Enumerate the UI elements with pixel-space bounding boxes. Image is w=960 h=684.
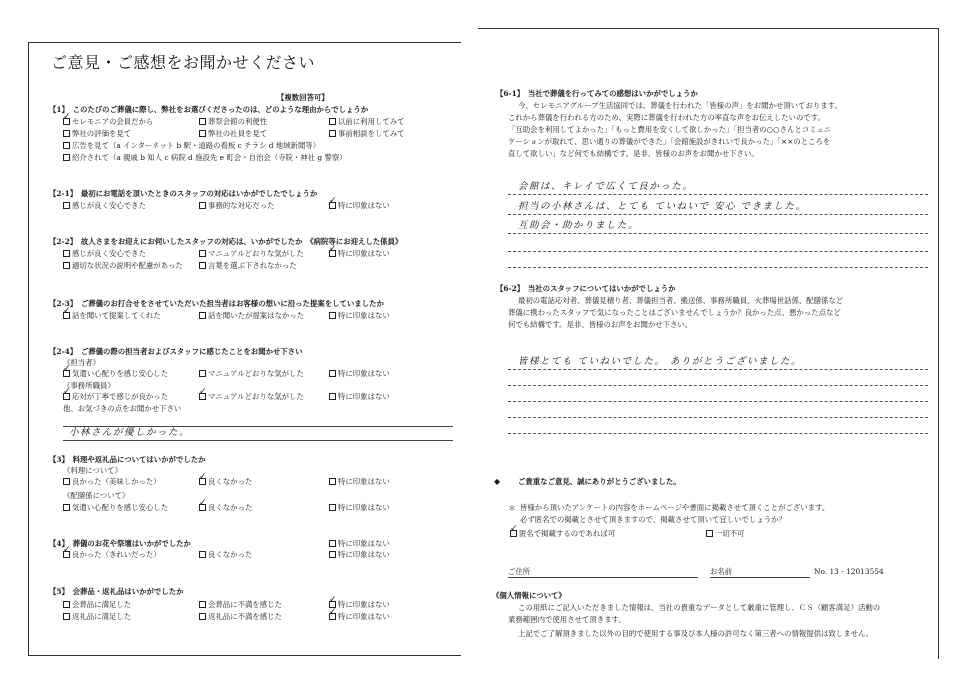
checkbox-checked-icon bbox=[199, 504, 206, 511]
checkbox-checked-icon bbox=[510, 530, 517, 537]
notice-line: 必ず匿名での掲載とさせて頂きますので、掲載させて頂いて宜しいでしょうか？ bbox=[520, 515, 786, 524]
q1-option[interactable]: 以前に利用してみて bbox=[329, 117, 405, 126]
q2-4-sub-label: 《事務所職員》 bbox=[63, 381, 115, 390]
q3-option[interactable]: ✓ 良くなかった bbox=[199, 477, 252, 486]
checkbox-icon bbox=[63, 478, 70, 485]
q2-4-option[interactable]: 特に印象はない bbox=[329, 369, 390, 378]
q2-2-option[interactable]: 言葉を選ぶ下されなかった bbox=[199, 261, 297, 270]
notice-line: 皆様から頂いたアンケートの内容をホームページや書面に掲載させて頂くことがございます。 bbox=[520, 503, 830, 512]
q1-option[interactable]: 弊社の評価を見て bbox=[63, 129, 131, 138]
q5-option[interactable]: 返礼品に満足した bbox=[63, 612, 131, 621]
checkbox-checked-icon bbox=[329, 613, 336, 620]
q2-4-sub-label: 《担当者》 bbox=[63, 358, 100, 367]
checkbox-icon bbox=[63, 250, 70, 257]
q3-option[interactable]: 気遣い心配りを感じ安心した bbox=[63, 503, 168, 512]
form-number: No. 13 - 12013554 bbox=[814, 567, 884, 576]
q5-option[interactable]: 会葬品に不満を感じた bbox=[199, 600, 282, 609]
checkbox-icon bbox=[63, 142, 70, 149]
checkbox-checked-icon bbox=[199, 478, 206, 485]
checkbox-icon bbox=[63, 130, 70, 137]
consent-option[interactable]: ✓匿名で掲載するのであれば可 bbox=[510, 529, 615, 538]
handwritten-comment[interactable]: 小林さんが優しかった。 bbox=[69, 427, 191, 438]
comment-line bbox=[508, 194, 928, 195]
consent-option[interactable]: 一切不可 bbox=[706, 529, 745, 538]
name-label: お名前 bbox=[710, 567, 733, 576]
q1-option[interactable]: 事前相談をしてみて bbox=[329, 129, 405, 138]
comment-line bbox=[63, 426, 453, 427]
q2-2-option[interactable]: マニュアルどおりな気がした bbox=[199, 249, 304, 258]
privacy-line: この用紙にご記入いただきました情報は、当社の貴重なデータとして厳重に管理し、ＣＳ（顧客満足）活動の bbox=[518, 603, 881, 612]
address-field-line[interactable] bbox=[508, 577, 698, 578]
q2-3-option[interactable]: 特に印象はない bbox=[329, 311, 390, 320]
q4-option[interactable]: ✓良かった（きれいだった） bbox=[63, 550, 161, 559]
q6-1-heading: 【6-1】 当社で葬儀を行ってみての感想はいかがでしょうか bbox=[496, 89, 698, 98]
comment-line bbox=[508, 233, 928, 234]
checkbox-icon bbox=[329, 478, 336, 485]
comment-line bbox=[63, 440, 453, 441]
q2-4-option[interactable]: ✓気遣い心配りを感じ安心した bbox=[63, 369, 168, 378]
q6-2-body-line: 最初の電話応対者、葬儀見積り者、葬儀担当者、搬送係、事務所職員、火葬場世話係、配膳係など bbox=[518, 296, 844, 305]
q2-2-option[interactable]: ✓ 特に印象はない bbox=[329, 249, 390, 258]
q2-1-option[interactable]: ✓ 特に印象はない bbox=[329, 201, 390, 210]
comment-line bbox=[508, 417, 928, 418]
q4-option[interactable]: 特に印象はない bbox=[329, 550, 390, 559]
q6-2-heading: 【6-2】 当社のスタッフについてはいかがでしょうか bbox=[496, 284, 676, 293]
checkbox-checked-icon bbox=[63, 118, 70, 125]
checkbox-icon bbox=[706, 530, 713, 537]
q3-sub-label: 《料理について》 bbox=[63, 466, 122, 475]
checkbox-icon bbox=[63, 504, 70, 511]
name-field-line[interactable] bbox=[710, 577, 810, 578]
checkbox-icon bbox=[329, 393, 336, 400]
checkbox-icon bbox=[199, 613, 206, 620]
q5-option[interactable]: ✓ 特に印象はない bbox=[329, 612, 390, 621]
handwritten-comment[interactable]: 皆様とても ていねいでした。 ありがとうございました。 bbox=[518, 356, 803, 367]
q5-heading: 【5】 会葬品・返礼品はいかがでしたか bbox=[49, 587, 184, 596]
checkbox-checked-icon bbox=[199, 393, 206, 400]
asterisk-bullet-icon: ＊ bbox=[508, 504, 516, 513]
q2-3-option[interactable]: 話を聞いたが提案はなかった bbox=[199, 311, 304, 320]
comment-line bbox=[508, 433, 928, 434]
q2-4-option[interactable]: マニュアルどおりな気がした bbox=[199, 369, 304, 378]
checkbox-icon bbox=[63, 154, 70, 161]
comment-line bbox=[508, 214, 928, 215]
checkbox-icon bbox=[329, 540, 336, 547]
q2-1-option[interactable]: 事務的な対応だった bbox=[199, 201, 275, 210]
checkbox-icon bbox=[329, 130, 336, 137]
checkbox-checked-icon bbox=[63, 312, 70, 319]
address-label: ご住所 bbox=[508, 567, 531, 576]
checkbox-checked-icon bbox=[63, 551, 70, 558]
checkbox-icon bbox=[63, 613, 70, 620]
q1-option[interactable]: ✓セレモニアの会員だから bbox=[63, 117, 153, 126]
checkbox-icon bbox=[199, 130, 206, 137]
q3-sub-label: 《配膳係について》 bbox=[63, 491, 130, 500]
required-note: 【複数回答可】 bbox=[277, 93, 329, 102]
comment-line bbox=[508, 251, 928, 252]
checkbox-icon bbox=[329, 312, 336, 319]
q2-1-option[interactable]: 感じが良く安心できた bbox=[63, 201, 146, 210]
page-title: ご意見・ご感想をお聞かせください bbox=[51, 53, 316, 72]
q5-option[interactable]: ✓ 特に印象はない bbox=[329, 600, 390, 609]
q4-option[interactable]: 良くなかった bbox=[199, 550, 252, 559]
q6-2-body-line: 何でも結構です。是非、皆様のお声をお聞かせ下さい。 bbox=[508, 320, 693, 329]
q6-1-body-line: 「互助会を利用してよかった」「もっと費用を安くして欲しかった」「担当者の○○さんとコミュニ bbox=[508, 125, 832, 134]
q2-1-heading: 【2-1】 最初にお電話を頂いたときのスタッフの対応はいかがでしたでしょうか bbox=[49, 189, 318, 198]
checkbox-icon bbox=[199, 250, 206, 257]
q6-1-body-line: 今、セレモニアグループ生活協同では、葬儀を行われた「皆様の声」をお聞かせ頂いております。 bbox=[518, 101, 842, 110]
checkbox-checked-icon bbox=[329, 202, 336, 209]
q1-heading: 【1】 このたびのご葬儀に際し、弊社をお選びくださったのは、どのような理由からでしょうか bbox=[49, 105, 369, 114]
checkbox-icon bbox=[199, 118, 206, 125]
thanks-text: ご貴重なご意見、誠にありがとうございました。 bbox=[518, 477, 681, 486]
comment-line bbox=[508, 267, 928, 268]
checkbox-icon bbox=[63, 202, 70, 209]
q4-heading: 【4】 葬儀のお花や祭壇はいかがでしたか bbox=[49, 539, 191, 548]
q1-option[interactable]: 紹介されて（a 親戚 b 知人 c 病院 d 施設先 e 町会・自治会（寺院・神社 g 警察） bbox=[63, 153, 347, 162]
privacy-heading: 《個人情報について》 bbox=[492, 591, 566, 600]
q6-1-body-line: 直して欲しい」など何でも結構です。是非、皆様のお声をお聞かせ下さい。 bbox=[508, 149, 759, 158]
checkbox-icon bbox=[63, 601, 70, 608]
survey-page-left bbox=[28, 42, 461, 656]
q2-4-option[interactable]: ✓応対が丁寧で感じが良かった bbox=[63, 392, 168, 401]
q2-2-heading: 【2-2】 故人さまをお迎えにお伺いしたスタッフの対応は、いかがでしたか 《病院等にお迎えした係員》 bbox=[49, 237, 403, 246]
handwritten-comment[interactable]: 互助会・助かりました。 bbox=[518, 220, 640, 231]
checkbox-checked-icon bbox=[63, 393, 70, 400]
q2-2-option[interactable]: 感じが良く安心できた bbox=[63, 249, 146, 258]
checkbox-icon bbox=[329, 370, 336, 377]
checkbox-checked-icon bbox=[63, 370, 70, 377]
survey-page-right bbox=[478, 28, 939, 659]
comment-line bbox=[508, 401, 928, 402]
q6-1-body-line: ケーションが取れて、思い通りの葬儀ができた」「会館施設がきれいで良かった」「××のところを bbox=[508, 137, 831, 146]
q2-3-heading: 【2-3】 ご葬儀のお打合せをさせていただいた担当者はお客様の想いに沿った提案をしていましたか bbox=[49, 299, 384, 308]
comment-line bbox=[508, 385, 928, 386]
q1-option[interactable]: 葬祭会館の利便性 bbox=[199, 117, 267, 126]
q3-option[interactable]: 良かった（美味しかった） bbox=[63, 477, 161, 486]
q2-3-option[interactable]: ✓話を聞いて提案してくれた bbox=[63, 311, 161, 320]
q3-option[interactable]: ✓ 良くなかった bbox=[199, 503, 252, 512]
checkbox-checked-icon bbox=[329, 250, 336, 257]
q5-option[interactable]: 会葬品に満足した bbox=[63, 600, 131, 609]
handwritten-comment[interactable]: 担当の小林さんは、とても ていねいで 安心 できました。 bbox=[518, 201, 807, 212]
q3-heading: 【3】 料理や返礼品についてはいかがでしたか bbox=[49, 455, 206, 464]
diamond-bullet-icon: ◆ bbox=[494, 477, 501, 486]
checkbox-icon bbox=[199, 601, 206, 608]
q1-option[interactable]: 弊社の社員を見て bbox=[199, 129, 267, 138]
q6-1-body-line: これから葬儀を行われる方のため、実際に葬儀を行われた方の率直な声をお伝えしたいのです。 bbox=[508, 113, 825, 122]
q2-4-option[interactable]: ✓ マニュアルどおりな気がした bbox=[199, 392, 304, 401]
checkbox-icon bbox=[199, 370, 206, 377]
checkbox-icon bbox=[199, 551, 206, 558]
checkbox-icon bbox=[199, 262, 206, 269]
checkbox-icon bbox=[199, 312, 206, 319]
privacy-line: 業務範囲内で使用させて頂きます。 bbox=[508, 615, 626, 624]
checkbox-icon bbox=[329, 504, 336, 511]
checkbox-icon bbox=[63, 262, 70, 269]
handwritten-comment[interactable]: 会館は、キレイで広くて良かった。 bbox=[518, 181, 694, 192]
checkbox-icon bbox=[329, 118, 336, 125]
q3-option[interactable]: 特に印象はない bbox=[329, 503, 390, 512]
q2-4-option[interactable]: 特に印象はない bbox=[329, 392, 390, 401]
comment-line bbox=[508, 369, 928, 370]
q1-option[interactable]: 広告を見て（a インターネット b 駅・道路の看板 c チラシ d 地域新聞等） bbox=[63, 141, 320, 150]
q2-4-note: 他、お気づきの点をお聞かせ下さい bbox=[63, 404, 182, 413]
q4-option[interactable]: 特に印象はない bbox=[329, 539, 390, 548]
q6-2-body-line: 葬儀に携わったスタッフで気になったことはございませんでしょうか？良かった点、悪かった点など bbox=[508, 308, 841, 317]
checkbox-icon bbox=[329, 551, 336, 558]
q2-4-heading: 【2-4】 ご葬儀の際の担当者およびスタッフに感じたことをお聞かせ下さい bbox=[49, 347, 303, 356]
q5-option[interactable]: 返礼品に不満を感じた bbox=[199, 612, 282, 621]
q3-option[interactable]: 特に印象はない bbox=[329, 477, 390, 486]
checkbox-icon bbox=[199, 202, 206, 209]
privacy-line: 上記でご了解頂きました以外の目的で使用する事及び本人様の許可なく第三者への情報提供は致しません。 bbox=[518, 629, 874, 638]
q2-2-option[interactable]: 適切な状況の説明や配慮があった bbox=[63, 261, 183, 270]
